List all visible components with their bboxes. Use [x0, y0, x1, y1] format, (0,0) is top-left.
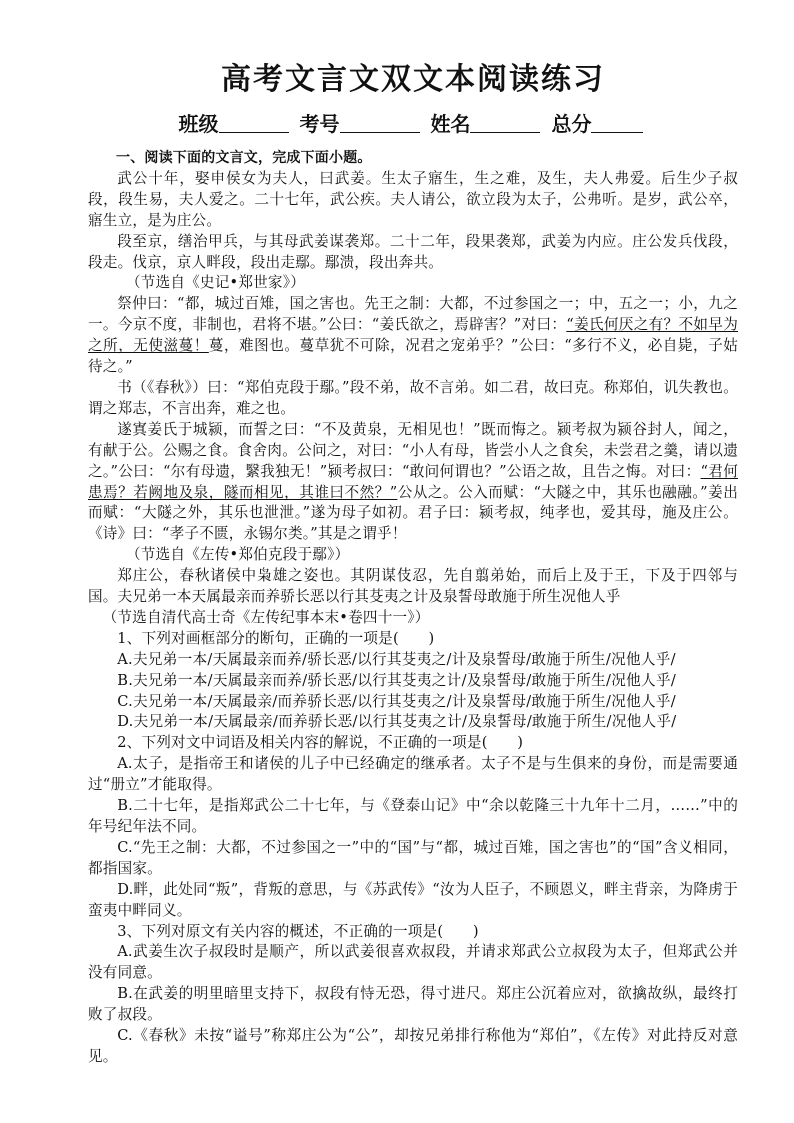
text1-paragraph-1: 武公十年，娶申侯女为夫人，曰武姜。生太子寤生，生之难，及生，夫人弗爱。后生少子叔段，段生易，夫人爱之。二十七年，武公疾。夫人请公，欲立段为太子，公弗听。是岁，武公卒，寤生立，是为庄公。	[88, 169, 738, 229]
document-page	[88, 58, 738, 1068]
q3-option-a[interactable]: A.武姜生次子叔段时是顺产，所以武姜很喜欢叔段，并请求郑武公立叔段为太子，但郑武公并没有同意。	[88, 943, 738, 982]
q3-option-c[interactable]: C.《春秋》未按“谥号”称郑庄公为“公”，却按兄弟排行称他为“郑伯”，《左传》对此持反对意见。	[88, 1027, 738, 1065]
q1-option-d[interactable]: D.夫兄弟一本/天属最亲/而养骄长恶/以行其芟夷之计/及泉誓母/敢施于所生/况他人乎/	[117, 713, 677, 731]
q2-option-b[interactable]: B.二十七年，是指郑武公二十七年，与《登泰山记》中“余以乾隆三十九年十二月，……”中的年号纪年法不同。	[88, 797, 738, 835]
score-blank[interactable]	[591, 112, 643, 133]
number-label: 考号	[299, 112, 340, 136]
q3-option-b[interactable]: B.在武姜的明里暗里支持下，叔段有恃无恐，得寸进尺。郑庄公沉着应对，欲擒故纵，最终打败了叔段。	[88, 985, 738, 1024]
q2-option-a[interactable]: A.太子，是指帝王和诸侯的儿子中已经确定的继承者。太子不是与生俱来的身份，而是需要通过“册立”才能取得。	[88, 755, 738, 794]
q2-option-d[interactable]: D.畔，此处同“叛”，背叛的意思，与《苏武传》“汝为人臣子，不顾恩义，畔主背亲，为降虏于蛮夷中畔同义。	[88, 880, 738, 919]
text1-source: （节选自《史记•郑世家》）	[125, 274, 305, 292]
q1-option-a[interactable]: A.夫兄弟一本/天属最亲而养/骄长恶/以行其芟夷之/计及泉誓母/敢施于所生/况他人乎/	[117, 650, 676, 668]
text2-p3-part-b: 公从之。公入而赋：“大隧之中，其乐也融融。”姜出而赋：“大隧之外，其乐也泄泄。”遂为母子如初。君子曰：颍考叔，纯孝也，爱其母，施及庄公。《诗》曰：“孝子不匮，永锡尔类。”其是之谓乎！	[88, 483, 738, 543]
q3-stem: 3、下列对原文有关内容的概述，不正确的一项是( )	[117, 922, 479, 940]
section-heading: 一、阅读下面的文言文，完成下面小题。	[116, 150, 372, 166]
number-blank[interactable]	[340, 112, 420, 133]
text2-paragraph-1	[88, 294, 738, 378]
text2-p1-underlined: “姜氏何厌之有？不如早为之所，无使滋蔓！	[88, 316, 738, 355]
text1-paragraph-2: 段至京，缮治甲兵，与其母武姜谋袭郑。二十二年，段果袭郑，武姜为内应。庄公发兵伐段，段走。伐京，京人畔段，段出走鄢。鄢溃，段出奔共。	[88, 232, 738, 271]
q2-stem: 2、下列对文中词语及相关内容的解说，不正确的一项是( )	[117, 734, 524, 752]
text2-source: （节选自《左传•郑伯克段于鄢》）	[125, 546, 350, 564]
class-blank[interactable]	[219, 112, 289, 133]
page-title: 高考文言文双文本阅读练习	[221, 62, 605, 97]
text2-p3-underlined: “君何患焉？若阙地及泉，隧而相见，其谁曰不然？”	[88, 462, 739, 501]
class-label: 班级	[178, 112, 219, 136]
score-label: 总分	[551, 112, 592, 136]
name-label: 姓名	[430, 112, 471, 136]
text2-paragraph-3	[88, 420, 738, 545]
text2-paragraph-2: 书（《春秋》）曰：“郑伯克段于鄢。”段不弟，故不言弟。如二君，故曰克。称郑伯，讥失教也。谓之郑志，不言出奔，难之也。	[88, 378, 738, 417]
q2-option-c[interactable]: C.“先王之制：大都，不过参国之一”中的“国”与“都，城过百雉，国之害也”的“国”含义相同，都指国家。	[88, 838, 738, 877]
student-info-line	[88, 110, 738, 138]
name-blank[interactable]	[470, 112, 540, 133]
text2-p3-part-a: 遂寘姜氏于城颍，而誓之曰：“不及黄泉，无相见也！”既而悔之。颍考叔为颍谷封人，闻之，有献于公。公赐之食。食舍肉。公问之，对曰：“小人有母，皆尝小人之食矣，未尝君之羹，请以遗之。”公曰：“尔有母遗，繄我独无！”颍考叔曰：“敢问何谓也？”公语之故，且告之悔。对曰：	[88, 420, 738, 480]
q1-stem: 1、下列对画框部分的断句，正确的一项是( )	[117, 629, 435, 647]
q1-option-b[interactable]: B.夫兄弟一本/天属最亲而养/骄长恶/以行其芟夷之计/及泉誓母/敢施于所生/况他人乎/	[117, 671, 677, 689]
q1-option-c[interactable]: C.夫兄弟一本/天属最亲/而养骄长恶/以行其芟夷之/计及泉誓母/敢施于所生/况他人乎/	[117, 692, 676, 710]
text2-p1-part-a: 祭仲曰：“都，城过百雉，国之害也。先王之制：大都，不过参国之一；中，五之一；小，九之一。今京不度，非制也，君将不堪。”公曰：“姜氏欲之，焉辟害？”对曰：	[88, 295, 738, 334]
text2-p1-part-b: 蔓，难图也。蔓草犹不可除，况君之宠弟乎？”公曰：“多行不义，必自毙，子姑待之。”	[88, 337, 739, 376]
text3-source: （节选自清代高士奇《左传纪事本末•卷四十一》）	[102, 608, 430, 626]
text3-paragraph-1: 郑庄公，春秋诸侯中枭雄之姿也。其阴谋伎忍，先自翦弟始，而后上及于王，下及于四邻与国。夫兄弟一本天属最亲而养骄长恶以行其芟夷之计及泉誓母敢施于所生况他人乎	[88, 567, 738, 606]
